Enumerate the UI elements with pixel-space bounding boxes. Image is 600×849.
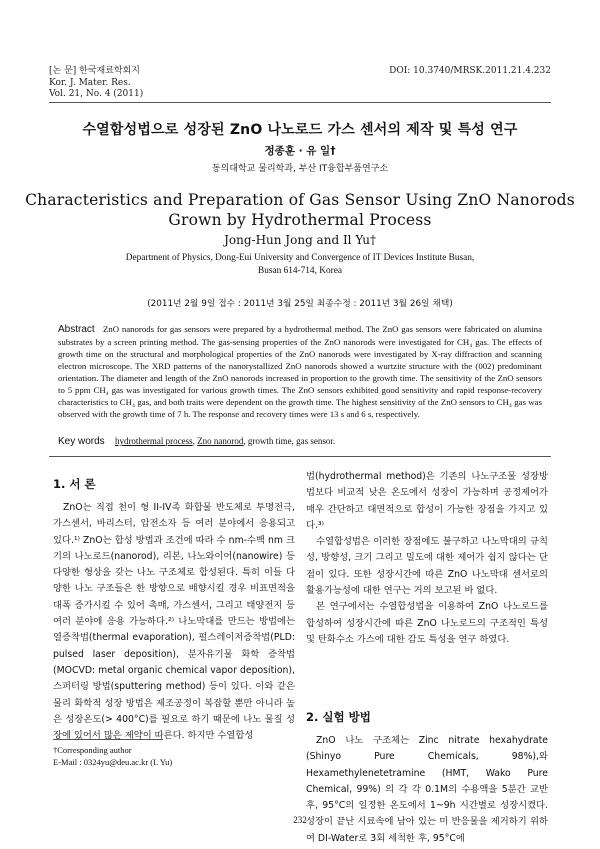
doi: DOI: 10.3740/MRSK.2011.21.4.232: [389, 66, 551, 76]
section-2-heading: 2. 실험 방법: [306, 710, 371, 724]
korean-authors: 정종훈 · 유 일†: [264, 145, 336, 157]
intro-paragraph-1: ZnO는 직접 천이 형 II-IV족 화합물 반도체로 투명전극, 가스센서, 바리스터, 압전소자 등 여러 분야에서 응용되고 있다.¹⁾ ZnO는 합성 방법과 조건에 따라 수 nm-수백 nm 크기의 나노로드(nanorod), 리본, 나노와이어(nanowire) 등 다양한 형상을 갖는 나노 구조체로 합성된다. 특히 이들 다양한 나노 구조들은 한 방향으로 배향시킬 경우 비표면적을 대폭 증가시킬 수 있어 촉매, 가스센서, 그리고 태양전지 등 여러 분야에 응용 가능하다.²⁾ 나노막대를 만드는 방법에는 열증착법(thermal evaporation), 펄스레이저증착법(PLD: pulsed laser deposition), 분자유기물 화학 증착법(MOCVD: metal organic chemical vapor deposition), 스퍼터링 방법(sputtering method) 등이 있다. 이와 같은 물리 화학적 성장 방법은 제조공정이 복잡할 뿐만 아니라 높은 성장온도(> 400°C)를 필요로 하기 때문에 나노 물질 성장에 있어서 많은 제약이 따른다. 하지만 수열합성: [53, 502, 295, 742]
abstract-rule: [49, 456, 551, 457]
keyword-1: hydrothermal process: [114, 436, 193, 446]
footnote: [53, 744, 172, 768]
page-number: 232: [293, 815, 307, 825]
journal-english: Kor. J. Mater. Res.: [49, 77, 131, 88]
abstract-label: Abstract: [58, 324, 95, 335]
abstract-text: ZnO nanorods for gas sensors were prepared by a hydrothermal method. The ZnO gas sensors were fabricated on alumina substrates by a screen printing method. The gas-sensing properties of the ZnO nanorods were investigated for CH₄ gas. The effects of growth time on the structural and morphological properties of the ZnO nanorods were investigated by X-ray diffraction and scanning electron microscope. The XRD patterns of the nanorystallized ZnO nanorods showed a wurtzite structure with the (002) predominant orientation. The diameter and length of the ZnO nanorods increased in proportion to the growth time. The sensitivity of the ZnO sensors to 5 ppm CH₄ gas was investigated for various growth times. The ZnO sensors exhibited good sensitivity and rapid response-recovery characteristics to CH₄ gas, and both traits were dependent on the growth time. The highest sensitivity of the ZnO sensors to CH₄ gas was observed with the growth time of 7 h. The response and recovery times were 13 s and 6 s, respectively.: [58, 324, 542, 419]
korean-title: 수열합성법으로 성장된 ZnO 나노로드 가스 센서의 제작 및 특성 연구: [82, 122, 518, 138]
abstract: [58, 323, 542, 420]
author-email: E-Mail : 0324yu@deu.ac.kr (I. Yu): [53, 757, 173, 767]
right-column: [306, 469, 548, 648]
intro-paragraph-2: 수열합성법은 이러한 장점에도 불구하고 나노막대의 규칙성, 방향성, 크기 그리고 밀도에 대한 제어가 쉽지 않다는 단점이 있다. 또한 성장시간에 따른 ZnO 나노막대 센서로의 활용가능성에 대한 연구는 거의 보고된 바 없다.: [306, 536, 548, 597]
keywords: Key words hydrothermal process, Zno nanorod, growth time, gas sensor.: [58, 436, 336, 447]
section-1-heading: 1. 서 론: [53, 477, 96, 491]
submission-dates: (2011년 2월 9일 접수 : 2011년 3월 25일 최종수정 : 2011년 3월 26일 채택): [147, 299, 453, 309]
left-column: [53, 500, 295, 744]
header-rule: [49, 102, 551, 103]
keywords-label: Key words: [58, 436, 105, 447]
english-affiliation-line-1: Department of Physics, Dong-Eui University and Convergence of IT Devices Institute Busan,: [125, 253, 475, 263]
korean-affiliation: 동의대학교 물리학과, 부산 IT융합부품연구소: [211, 164, 389, 174]
english-authors: Jong-Hun Jong and Il Yu†: [224, 233, 376, 247]
english-title-line-2: Grown by Hydrothermal Process: [168, 211, 432, 229]
keyword-2: Zno nanorod: [197, 436, 244, 446]
keyword-3: growth time, gas sensor.: [247, 436, 336, 446]
intro-paragraph-1-cont: 법(hydrothermal method)은 기존의 나노구조물 성장방법보다 비교적 낮은 온도에서 성장이 가능하며 공정제어가 매우 간단하고 대면적으로 합성이 가능한 장점을 가지고 있다.³⁾: [306, 471, 548, 531]
methods-paragraph-1: ZnO 나노 구조체는 Zinc nitrate hexahydrate (Shinyo Pure Chemicals, 98%),와 Hexamethylenetetramine (HMT, Wako Pure Chemical, 99%) 의 각 각 0.1M의 수용액을 5분간 교반 후, 95°C의 일정한 온도에서 1~9h 시간별로 성장시켰다. 성장이 끝난 시료속에 남아 있는 미 반응물을 제거하기 위하여 DI-Water로 3회 세척한 후, 95°C에: [306, 735, 548, 844]
journal-info: [49, 66, 143, 101]
right-column-methods: [306, 733, 548, 847]
journal-volume: Vol. 21, No. 4 (2011): [49, 89, 144, 99]
english-affiliation-line-2: Busan 614-714, Korea: [258, 266, 342, 276]
corresponding-author-note: †Corresponding author: [53, 745, 132, 755]
english-title-line-1: Characteristics and Preparation of Gas Sensor Using ZnO Nanorods: [25, 191, 575, 209]
journal-korean: [논 문] 한국재료학회지: [49, 66, 140, 76]
footnote-rule: [53, 739, 163, 740]
intro-paragraph-3: 본 연구에서는 수열합성법을 이용하여 ZnO 나노로드를 합성하여 성장시간에 따른 ZnO 나노로드의 구조적인 특성 및 탄화수소 가스에 대한 감도 특성을 연구 하였다.: [306, 601, 548, 645]
